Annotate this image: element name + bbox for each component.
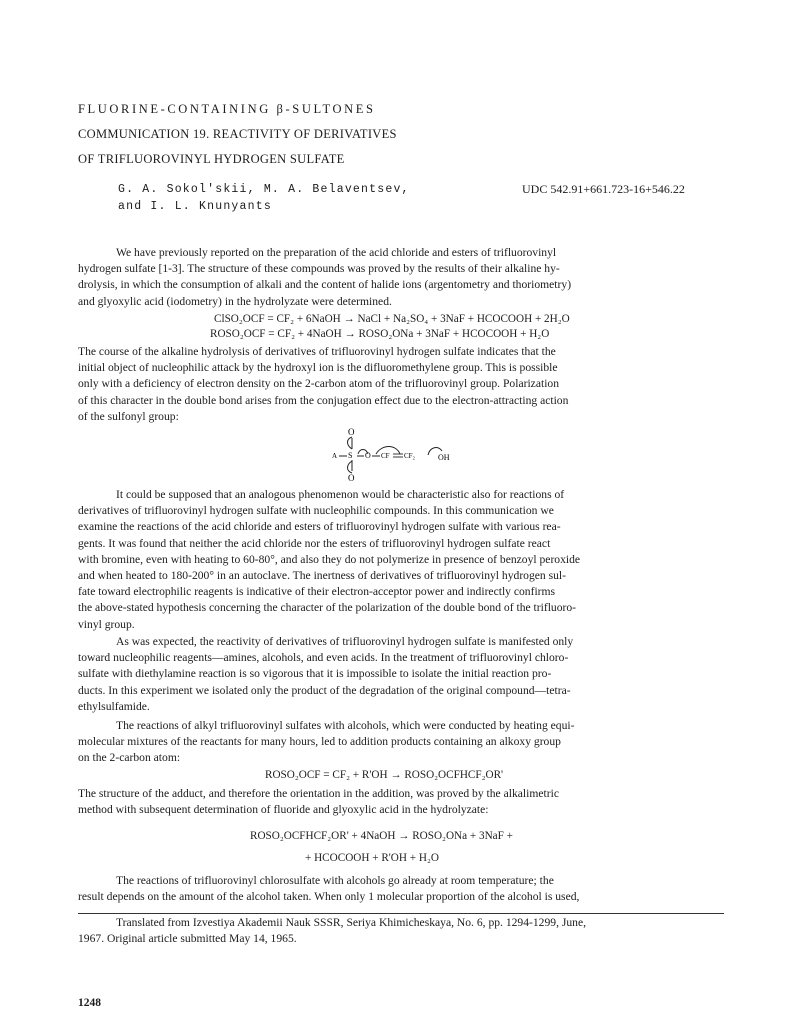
text-line: examine the reactions of the acid chloride and esters of trifluorovinyl hydrogen sulfate with various rea- [78,520,561,534]
structure-o-top: O [348,427,355,437]
equation-4-line-2: + HCOCOOH + R'OH + H₂O [305,852,439,864]
footnote-line-2: 1967. Original article submitted May 14, 1965. [78,932,297,945]
text-line: molecular mixtures of the reactants for many hours, led to addition products containing an alkoxy group [78,735,561,749]
udc-code: UDC 542.91+661.723-16+546.22 [522,182,685,196]
text-line: vinyl group. [78,617,135,631]
text-line: and glyoxylic acid (iodometry) in the hydrolyzate were determined. [78,294,392,308]
page-number: 1248 [78,997,101,1009]
text-line: fate toward electrophilic reagents is indicative of their electron-acceptor power and indirectly confirms [78,585,556,599]
text-line: with bromine, even with heating to 60-80°, and also they do not polymerize in presence of benzoyl peroxide [78,552,581,566]
arrow-curve-top [348,437,353,449]
paragraph-4 [78,634,720,715]
structure-cf: CF [381,452,390,460]
article-title-line-1: COMMUNICATION 19. REACTIVITY OF DERIVATIVES [78,127,397,141]
structure-oh: OH [438,453,450,462]
text-line: The structure of the adduct, and therefore the orientation in the addition, was proved by the alkalimetric [78,787,559,800]
text-line: only with a deficiency of electron density on the 2-carbon atom of the trifluorovinyl group. Polarization [78,377,560,391]
text-line: derivatives of trifluorovinyl hydrogen sulfate with nucleophilic compounds. In this communication we [78,504,554,518]
text-line: sulfate with diethylamine reaction is so vigorous that it is impossible to isolate the initial reaction pro- [78,667,552,681]
article-title-line-2: OF TRIFLUOROVINYL HYDROGEN SULFATE [78,152,345,166]
paragraph-6 [78,786,720,818]
text-line: toward nucleophilic reagents—amines, alcohols, and even acids. In the treatment of trifluorovinyl chloro- [78,651,569,665]
text-line: hydrogen sulfate [1-3]. The structure of these compounds was proved by the results of their alkaline hy- [78,262,560,276]
text-line: ethylsulfamide. [78,699,150,713]
text-line: on the 2-carbon atom: [78,751,181,765]
translation-footnote [78,915,728,947]
paragraph-5 [78,718,720,767]
equation-3: ROSO₂OCF = CF₂ + R'OH → ROSO₂OCFHCF₂OR' [265,769,504,781]
arrow-curve-bottom [348,461,353,473]
text-line: The course of the alkaline hydrolysis of derivatives of trifluorovinyl hydrogen sulfate indicates that the [78,345,556,358]
text-line: drolysis, in which the consumption of alkali and the content of halide ions (argentometry and thoriometry) [78,278,572,292]
text-line: gents. It was found that neither the acid chloride nor the esters of trifluorovinyl hydrogen sulfate react [78,536,551,550]
text-line: and when heated to 180-200° in an autoclave. The inertness of derivatives of trifluorovinyl hydrogen sul- [78,568,567,582]
text-line: of this character in the double bond arises from the conjugation effect due to the electron-attracting action [78,393,569,407]
paragraph-3 [78,487,720,633]
text-line: method with subsequent determination of fluoride and glyoxylic acid in the hydrolyzate: [78,803,489,817]
footnote-divider [78,913,724,914]
structure-o-bottom: O [348,473,355,483]
text-line: the above-stated hypothesis concerning the character of the polarization of the double bond of the trifluoro- [78,601,577,615]
authors-line-1: G. A. Sokol'skii, M. A. Belaventsev, [118,183,410,196]
paragraph-1 [78,245,720,310]
equation-1: ClSO₂OCF = CF₂ + 6NaOH → NaCl + Na₂SO₄ + 3NaF + HCOCOOH + 2H₂O [214,313,570,325]
text-line: result depends on the amount of the alcohol taken. When only 1 molecular proportion of the alcohol is used, [78,890,580,904]
paragraph-2 [78,344,720,425]
text-line: We have previously reported on the preparation of the acid chloride and esters of trifluorovinyl [116,246,557,259]
authors [118,181,410,215]
structure-s: S [348,451,353,460]
series-title: FLUORINE-CONTAINING β-SULTONES [78,102,376,116]
text-line: of the sulfonyl group: [78,409,179,423]
structure-a: A [332,452,338,460]
equation-2: ROSO₂OCF = CF₂ + 4NaOH → ROSO₂ONa + 3NaF + HCOCOOH + H₂O [210,328,550,340]
paragraph-7 [78,873,720,905]
text-line: initial object of nucleophilic attack by the hydroxyl ion is the difluoromethylene group. This is possible [78,361,558,375]
equation-4-line-1: ROSO₂OCFHCF₂OR' + 4NaOH → ROSO₂ONa + 3NaF + [250,830,513,842]
text-line: The reactions of trifluorovinyl chlorosulfate with alcohols go already at room temperature; the [116,874,554,887]
text-line: The reactions of alkyl trifluorovinyl sulfates with alcohols, which were conducted by heating equi- [116,719,575,732]
authors-line-2: and I. L. Knunyants [118,200,272,213]
structure-cf2: CF₂ [404,452,416,460]
text-line: ducts. In this experiment we isolated only the product of the degradation of the original compound—tetra- [78,683,571,697]
footnote-line-1: Translated from Izvestiya Akademii Nauk SSSR, Seriya Khimicheskaya, No. 6, pp. 1294-1299, June, [116,916,587,929]
text-line: It could be supposed that an analogous phenomenon would be characteristic also for reactions of [116,488,565,501]
text-line: As was expected, the reactivity of derivatives of trifluorovinyl hydrogen sulfate is manifested only [116,635,574,648]
structure-o-chain: O [365,451,371,460]
